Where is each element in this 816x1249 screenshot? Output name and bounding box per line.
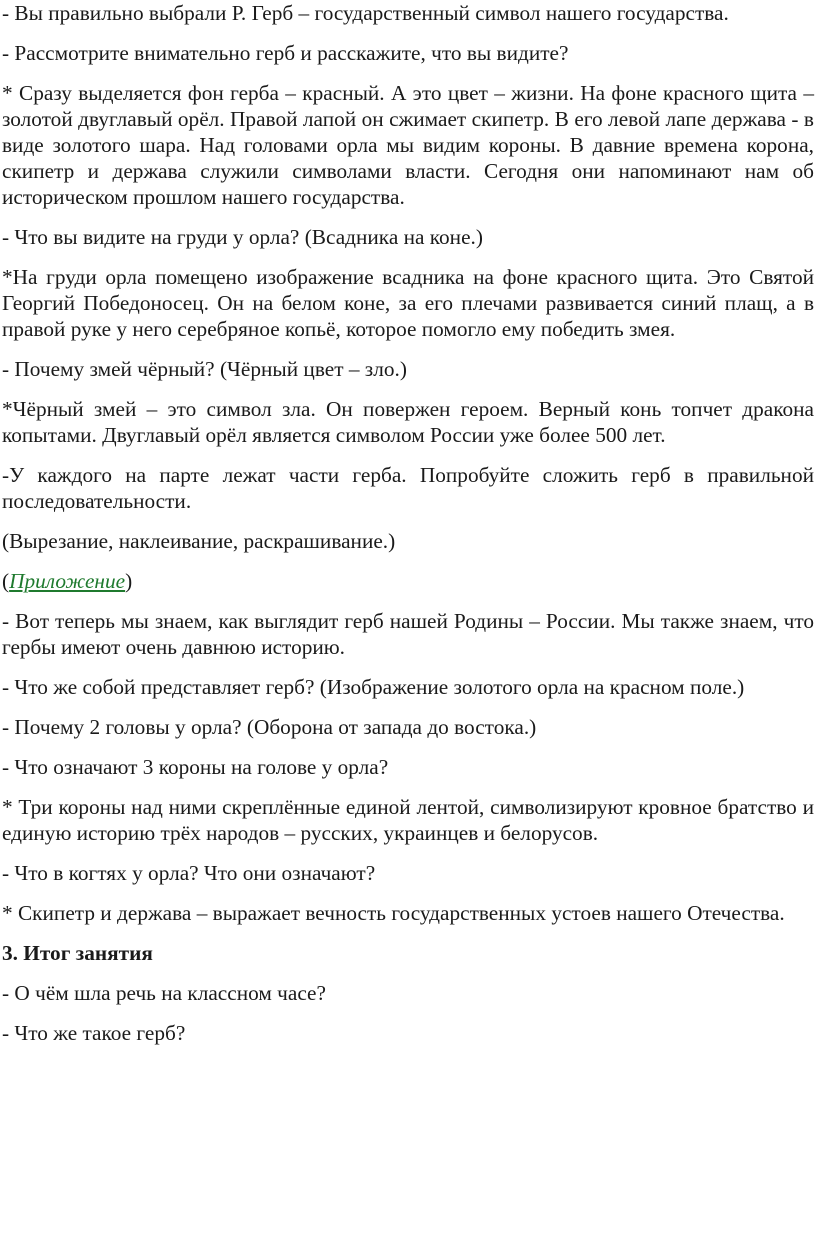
section-heading: 3. Итог занятия [2, 941, 153, 965]
paragraph-claws-description: * Скипетр и держава – выражает вечность государственных устоев нашего Отечества. [2, 901, 785, 925]
paragraph-now-we-know: - Вот теперь мы знаем, как выглядит герб нашей Родины – России. Мы также знаем, что гербы имеют очень давнюю историю. [2, 609, 814, 659]
paragraph-question-claws: - Что в когтях у орла? Что они означают? [2, 861, 376, 885]
paragraph-serpent-description: *Чёрный змей – это символ зла. Он повержен героем. Верный конь топчет дракона копытами. Двуглавый орёл является символом России уже более 500 лет. [2, 397, 814, 447]
paragraph-rider-description: *На груди орла помещено изображение всадника на фоне красного щита. Это Святой Георгий Победоносец. Он на белом коне, за его плечами развивается синий плащ, а в правой руке у него серебряное копьё, которое помогло ему победить змея. [2, 265, 814, 341]
paragraph-question-chest: - Что вы видите на груди у орла? (Всадника на коне.) [2, 225, 483, 249]
appendix-link[interactable]: Приложение [9, 569, 126, 593]
paragraph-coat-description: * Сразу выделяется фон герба – красный. А это цвет – жизни. На фоне красного щита – золотой двуглавый орёл. Правой лапой он сжимает скипетр. В его левой лапе держава - в виде золотого шара. Над головами орла мы видим короны. В давние времена корона, скипетр и держава служили символами власти. Сегодня они напоминают нам об историческом прошлом нашего государства. [2, 81, 814, 209]
paragraph-activities: (Вырезание, наклеивание, раскрашивание.) [2, 529, 396, 553]
paragraph-question-what-is: - Что же собой представляет герб? (Изображение золотого орла на красном поле.) [2, 675, 745, 699]
paragraph-question-topic: - О чём шла речь на классном часе? [2, 981, 326, 1005]
paragraph-assemble-task: -У каждого на парте лежат части герба. Попробуйте сложить герб в правильной последовательности. [2, 463, 814, 513]
paragraph-appendix [2, 568, 814, 594]
paragraph-question-two-heads: - Почему 2 головы у орла? (Оборона от запада до востока.) [2, 715, 537, 739]
paragraph-question-three-crowns: - Что означают 3 короны на голове у орла? [2, 755, 389, 779]
appendix-close-paren: ) [125, 569, 133, 593]
paragraph-crowns-description: * Три короны над ними скреплённые единой лентой, символизируют кровное братство и единую историю трёх народов – русских, украинцев и белорусов. [2, 795, 814, 845]
paragraph-question-serpent: - Почему змей чёрный? (Чёрный цвет – зло.) [2, 357, 407, 381]
paragraph-question-look: - Рассмотрите внимательно герб и расскажите, что вы видите? [2, 41, 569, 65]
paragraph-intro: - Вы правильно выбрали Р. Герб – государственный символ нашего государства. [2, 1, 729, 25]
appendix-open-paren: ( [2, 569, 10, 593]
paragraph-question-what-coat: - Что же такое герб? [2, 1021, 186, 1045]
